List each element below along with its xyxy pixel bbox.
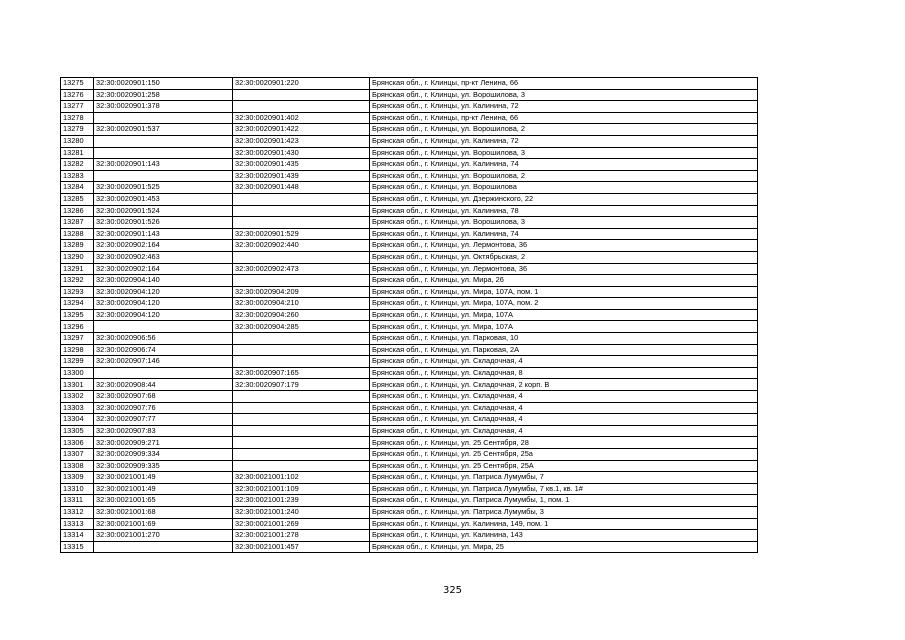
cadastral-number-cell: 32:30:0020901:453 bbox=[94, 193, 233, 205]
cadastral-number-cell: 32:30:0020907:68 bbox=[94, 391, 233, 403]
object-cadastral-number-cell: 32:30:0020904:210 bbox=[233, 298, 370, 310]
table-row bbox=[61, 530, 758, 542]
row-number-cell: 13282 bbox=[61, 159, 94, 171]
page-number: 325 bbox=[442, 585, 463, 596]
row-number-cell: 13309 bbox=[61, 472, 94, 484]
cadastral-number-cell: 32:30:0020907:83 bbox=[94, 425, 233, 437]
row-number-cell: 13279 bbox=[61, 124, 94, 136]
cadastral-number-cell: 32:30:0020907:146 bbox=[94, 356, 233, 368]
address-cell: Брянская обл., г. Клинцы, ул. 25 Сентября, 25А bbox=[370, 460, 758, 472]
address-cell: Брянская обл., г. Клинцы, ул. Мира, 25 bbox=[370, 541, 758, 553]
object-cadastral-number-cell bbox=[233, 425, 370, 437]
row-number-cell: 13291 bbox=[61, 263, 94, 275]
table-row bbox=[61, 541, 758, 553]
object-cadastral-number-cell bbox=[233, 275, 370, 287]
cadastral-number-cell: 32:30:0020901:258 bbox=[94, 89, 233, 101]
cadastral-number-cell bbox=[94, 112, 233, 124]
table-row bbox=[61, 240, 758, 252]
row-number-cell: 13295 bbox=[61, 309, 94, 321]
address-cell: Брянская обл., г. Клинцы, ул. 25 Сентября, 28 bbox=[370, 437, 758, 449]
object-cadastral-number-cell: 32:30:0020901:439 bbox=[233, 170, 370, 182]
table-row bbox=[61, 193, 758, 205]
object-cadastral-number-cell: 32:30:0020904:260 bbox=[233, 309, 370, 321]
address-cell: Брянская обл., г. Клинцы, ул. Ворошилова, 2 bbox=[370, 124, 758, 136]
address-cell: Брянская обл., г. Клинцы, ул. Складочная, 4 bbox=[370, 356, 758, 368]
row-number-cell: 13280 bbox=[61, 135, 94, 147]
object-cadastral-number-cell bbox=[233, 460, 370, 472]
table-row bbox=[61, 89, 758, 101]
cadastral-number-cell: 32:30:0020901:143 bbox=[94, 159, 233, 171]
address-cell: Брянская обл., г. Клинцы, ул. Калинина, 74 bbox=[370, 159, 758, 171]
table-row bbox=[61, 78, 758, 90]
row-number-cell: 13283 bbox=[61, 170, 94, 182]
object-cadastral-number-cell: 32:30:0021001:239 bbox=[233, 495, 370, 507]
object-cadastral-number-cell: 32:30:0020907:179 bbox=[233, 379, 370, 391]
object-cadastral-number-cell: 32:30:0020901:220 bbox=[233, 78, 370, 90]
object-cadastral-number-cell: 32:30:0020907:165 bbox=[233, 367, 370, 379]
row-number-cell: 13296 bbox=[61, 321, 94, 333]
address-cell: Брянская обл., г. Клинцы, ул. Складочная, 2 корп. В bbox=[370, 379, 758, 391]
table-row bbox=[61, 402, 758, 414]
row-number-cell: 13276 bbox=[61, 89, 94, 101]
row-number-cell: 13299 bbox=[61, 356, 94, 368]
cadastral-number-cell bbox=[94, 367, 233, 379]
row-number-cell: 13313 bbox=[61, 518, 94, 530]
address-cell: Брянская обл., г. Клинцы, ул. Ворошилова bbox=[370, 182, 758, 194]
table-row bbox=[61, 217, 758, 229]
row-number-cell: 13312 bbox=[61, 506, 94, 518]
object-cadastral-number-cell bbox=[233, 402, 370, 414]
table-row bbox=[61, 321, 758, 333]
address-cell: Брянская обл., г. Клинцы, ул. Лермонтова, 36 bbox=[370, 240, 758, 252]
address-cell: Брянская обл., г. Клинцы, ул. Складочная, 4 bbox=[370, 402, 758, 414]
row-number-cell: 13308 bbox=[61, 460, 94, 472]
cadastral-number-cell: 32:30:0020901:143 bbox=[94, 228, 233, 240]
address-cell: Брянская обл., г. Клинцы, ул. Патриса Лумумбы, 7 bbox=[370, 472, 758, 484]
row-number-cell: 13289 bbox=[61, 240, 94, 252]
table-row bbox=[61, 495, 758, 507]
object-cadastral-number-cell bbox=[233, 217, 370, 229]
table-row bbox=[61, 379, 758, 391]
object-cadastral-number-cell bbox=[233, 391, 370, 403]
cadastral-number-cell: 32:30:0021001:69 bbox=[94, 518, 233, 530]
address-cell: Брянская обл., г. Клинцы, ул. Октябрьская, 2 bbox=[370, 251, 758, 263]
row-number-cell: 13293 bbox=[61, 286, 94, 298]
table-row bbox=[61, 147, 758, 159]
address-cell: Брянская обл., г. Клинцы, ул. Калинина, 149, пом. 1 bbox=[370, 518, 758, 530]
cadastral-number-cell: 32:30:0020904:140 bbox=[94, 275, 233, 287]
address-cell: Брянская обл., г. Клинцы, ул. Складочная, 4 bbox=[370, 391, 758, 403]
row-number-cell: 13288 bbox=[61, 228, 94, 240]
cadastral-number-cell: 32:30:0020901:378 bbox=[94, 101, 233, 113]
address-cell: Брянская обл., г. Клинцы, ул. 25 Сентября, 25а bbox=[370, 449, 758, 461]
cadastral-number-cell bbox=[94, 170, 233, 182]
registry-table-body bbox=[61, 78, 758, 553]
address-cell: Брянская обл., г. Клинцы, ул. Калинина, 78 bbox=[370, 205, 758, 217]
cadastral-number-cell: 32:30:0021001:68 bbox=[94, 506, 233, 518]
address-cell: Брянская обл., г. Клинцы, ул. Дзержинского, 22 bbox=[370, 193, 758, 205]
object-cadastral-number-cell bbox=[233, 101, 370, 113]
cadastral-number-cell: 32:30:0020904:120 bbox=[94, 286, 233, 298]
row-number-cell: 13315 bbox=[61, 541, 94, 553]
object-cadastral-number-cell bbox=[233, 251, 370, 263]
table-row bbox=[61, 449, 758, 461]
table-row bbox=[61, 506, 758, 518]
cadastral-number-cell: 32:30:0020908:44 bbox=[94, 379, 233, 391]
row-number-cell: 13303 bbox=[61, 402, 94, 414]
object-cadastral-number-cell bbox=[233, 89, 370, 101]
row-number-cell: 13294 bbox=[61, 298, 94, 310]
row-number-cell: 13297 bbox=[61, 333, 94, 345]
cadastral-number-cell: 32:30:0020904:120 bbox=[94, 298, 233, 310]
row-number-cell: 13311 bbox=[61, 495, 94, 507]
address-cell: Брянская обл., г. Клинцы, ул. Парковая, 10 bbox=[370, 333, 758, 345]
row-number-cell: 13285 bbox=[61, 193, 94, 205]
object-cadastral-number-cell: 32:30:0020901:430 bbox=[233, 147, 370, 159]
object-cadastral-number-cell: 32:30:0020901:402 bbox=[233, 112, 370, 124]
row-number-cell: 13277 bbox=[61, 101, 94, 113]
cadastral-number-cell bbox=[94, 541, 233, 553]
cadastral-number-cell bbox=[94, 147, 233, 159]
object-cadastral-number-cell bbox=[233, 333, 370, 345]
row-number-cell: 13306 bbox=[61, 437, 94, 449]
object-cadastral-number-cell: 32:30:0020902:440 bbox=[233, 240, 370, 252]
address-cell: Брянская обл., г. Клинцы, пр-кт Ленина, 66 bbox=[370, 78, 758, 90]
address-cell: Брянская обл., г. Клинцы, ул. Складочная, 8 bbox=[370, 367, 758, 379]
address-cell: Брянская обл., г. Клинцы, ул. Парковая, 2А bbox=[370, 344, 758, 356]
object-cadastral-number-cell: 32:30:0021001:278 bbox=[233, 530, 370, 542]
cadastral-number-cell: 32:30:0021001:65 bbox=[94, 495, 233, 507]
address-cell: Брянская обл., г. Клинцы, ул. Патриса Лумумбы, 1, пом. 1 bbox=[370, 495, 758, 507]
address-cell: Брянская обл., г. Клинцы, ул. Ворошилова, 3 bbox=[370, 147, 758, 159]
address-cell: Брянская обл., г. Клинцы, ул. Мира, 107А bbox=[370, 321, 758, 333]
object-cadastral-number-cell: 32:30:0020904:285 bbox=[233, 321, 370, 333]
object-cadastral-number-cell: 32:30:0020904:209 bbox=[233, 286, 370, 298]
object-cadastral-number-cell bbox=[233, 205, 370, 217]
registry-table bbox=[60, 77, 758, 553]
address-cell: Брянская обл., г. Клинцы, ул. Калинина, 72 bbox=[370, 135, 758, 147]
object-cadastral-number-cell: 32:30:0020901:448 bbox=[233, 182, 370, 194]
table-row bbox=[61, 159, 758, 171]
table-row bbox=[61, 275, 758, 287]
table-row bbox=[61, 251, 758, 263]
object-cadastral-number-cell bbox=[233, 356, 370, 368]
row-number-cell: 13302 bbox=[61, 391, 94, 403]
table-row bbox=[61, 367, 758, 379]
cadastral-number-cell: 32:30:0020902:164 bbox=[94, 240, 233, 252]
object-cadastral-number-cell bbox=[233, 437, 370, 449]
row-number-cell: 13287 bbox=[61, 217, 94, 229]
object-cadastral-number-cell: 32:30:0020901:529 bbox=[233, 228, 370, 240]
address-cell: Брянская обл., г. Клинцы, ул. Калинина, 143 bbox=[370, 530, 758, 542]
table-row bbox=[61, 228, 758, 240]
row-number-cell: 13314 bbox=[61, 530, 94, 542]
address-cell: Брянская обл., г. Клинцы, ул. Мира, 107А bbox=[370, 309, 758, 321]
row-number-cell: 13298 bbox=[61, 344, 94, 356]
table-row bbox=[61, 391, 758, 403]
cadastral-number-cell: 32:30:0020901:537 bbox=[94, 124, 233, 136]
object-cadastral-number-cell: 32:30:0020902:473 bbox=[233, 263, 370, 275]
object-cadastral-number-cell: 32:30:0021001:109 bbox=[233, 483, 370, 495]
object-cadastral-number-cell bbox=[233, 414, 370, 426]
cadastral-number-cell: 32:30:0020907:76 bbox=[94, 402, 233, 414]
cadastral-number-cell: 32:30:0020906:56 bbox=[94, 333, 233, 345]
object-cadastral-number-cell: 32:30:0020901:423 bbox=[233, 135, 370, 147]
cadastral-number-cell: 32:30:0020901:525 bbox=[94, 182, 233, 194]
table-row bbox=[61, 205, 758, 217]
address-cell: Брянская обл., г. Клинцы, ул. Мира, 107А, пом. 2 bbox=[370, 298, 758, 310]
table-row bbox=[61, 425, 758, 437]
address-cell: Брянская обл., г. Клинцы, ул. Калинина, 72 bbox=[370, 101, 758, 113]
row-number-cell: 13290 bbox=[61, 251, 94, 263]
cadastral-number-cell: 32:30:0021001:49 bbox=[94, 483, 233, 495]
table-row bbox=[61, 356, 758, 368]
cadastral-number-cell: 32:30:0020901:526 bbox=[94, 217, 233, 229]
table-row bbox=[61, 344, 758, 356]
table-row bbox=[61, 263, 758, 275]
address-cell: Брянская обл., г. Клинцы, ул. Лермонтова, 36 bbox=[370, 263, 758, 275]
address-cell: Брянская обл., г. Клинцы, ул. Патриса Лумумбы, 7 кв.1, кв. 1# bbox=[370, 483, 758, 495]
row-number-cell: 13305 bbox=[61, 425, 94, 437]
address-cell: Брянская обл., г. Клинцы, пр-кт Ленина, 66 bbox=[370, 112, 758, 124]
object-cadastral-number-cell: 32:30:0021001:269 bbox=[233, 518, 370, 530]
table-row bbox=[61, 135, 758, 147]
object-cadastral-number-cell bbox=[233, 344, 370, 356]
table-row bbox=[61, 483, 758, 495]
table-row bbox=[61, 286, 758, 298]
object-cadastral-number-cell bbox=[233, 449, 370, 461]
object-cadastral-number-cell bbox=[233, 193, 370, 205]
address-cell: Брянская обл., г. Клинцы, ул. Мира, 26 bbox=[370, 275, 758, 287]
table-row bbox=[61, 437, 758, 449]
table-row bbox=[61, 124, 758, 136]
row-number-cell: 13304 bbox=[61, 414, 94, 426]
cadastral-number-cell: 32:30:0020909:334 bbox=[94, 449, 233, 461]
cadastral-number-cell: 32:30:0020909:271 bbox=[94, 437, 233, 449]
cadastral-number-cell: 32:30:0020906:74 bbox=[94, 344, 233, 356]
object-cadastral-number-cell: 32:30:0021001:240 bbox=[233, 506, 370, 518]
row-number-cell: 13307 bbox=[61, 449, 94, 461]
cadastral-number-cell: 32:30:0021001:270 bbox=[94, 530, 233, 542]
cadastral-number-cell: 32:30:0020902:164 bbox=[94, 263, 233, 275]
row-number-cell: 13310 bbox=[61, 483, 94, 495]
table-row bbox=[61, 101, 758, 113]
address-cell: Брянская обл., г. Клинцы, ул. Ворошилова, 3 bbox=[370, 89, 758, 101]
address-cell: Брянская обл., г. Клинцы, ул. Ворошилова, 2 bbox=[370, 170, 758, 182]
row-number-cell: 13284 bbox=[61, 182, 94, 194]
table-row bbox=[61, 182, 758, 194]
cadastral-number-cell: 32:30:0021001:49 bbox=[94, 472, 233, 484]
cadastral-number-cell: 32:30:0020909:335 bbox=[94, 460, 233, 472]
row-number-cell: 13278 bbox=[61, 112, 94, 124]
table-row bbox=[61, 309, 758, 321]
cadastral-number-cell: 32:30:0020901:150 bbox=[94, 78, 233, 90]
row-number-cell: 13300 bbox=[61, 367, 94, 379]
address-cell: Брянская обл., г. Клинцы, ул. Калинина, 74 bbox=[370, 228, 758, 240]
row-number-cell: 13301 bbox=[61, 379, 94, 391]
object-cadastral-number-cell: 32:30:0021001:102 bbox=[233, 472, 370, 484]
table-row bbox=[61, 333, 758, 345]
cadastral-number-cell: 32:30:0020904:120 bbox=[94, 309, 233, 321]
table-row bbox=[61, 518, 758, 530]
object-cadastral-number-cell: 32:30:0021001:457 bbox=[233, 541, 370, 553]
table-row bbox=[61, 298, 758, 310]
address-cell: Брянская обл., г. Клинцы, ул. Ворошилова, 3 bbox=[370, 217, 758, 229]
cadastral-number-cell bbox=[94, 321, 233, 333]
table-row bbox=[61, 460, 758, 472]
table-row bbox=[61, 112, 758, 124]
address-cell: Брянская обл., г. Клинцы, ул. Мира, 107А, пом. 1 bbox=[370, 286, 758, 298]
table-row bbox=[61, 472, 758, 484]
address-cell: Брянская обл., г. Клинцы, ул. Складочная, 4 bbox=[370, 425, 758, 437]
row-number-cell: 13281 bbox=[61, 147, 94, 159]
table-row bbox=[61, 170, 758, 182]
row-number-cell: 13286 bbox=[61, 205, 94, 217]
address-cell: Брянская обл., г. Клинцы, ул. Складочная, 4 bbox=[370, 414, 758, 426]
cadastral-number-cell bbox=[94, 135, 233, 147]
row-number-cell: 13275 bbox=[61, 78, 94, 90]
object-cadastral-number-cell: 32:30:0020901:422 bbox=[233, 124, 370, 136]
cadastral-number-cell: 32:30:0020907:77 bbox=[94, 414, 233, 426]
object-cadastral-number-cell: 32:30:0020901:435 bbox=[233, 159, 370, 171]
row-number-cell: 13292 bbox=[61, 275, 94, 287]
address-cell: Брянская обл., г. Клинцы, ул. Патриса Лумумбы, 3 bbox=[370, 506, 758, 518]
table-row bbox=[61, 414, 758, 426]
cadastral-number-cell: 32:30:0020901:524 bbox=[94, 205, 233, 217]
cadastral-number-cell: 32:30:0020902:463 bbox=[94, 251, 233, 263]
